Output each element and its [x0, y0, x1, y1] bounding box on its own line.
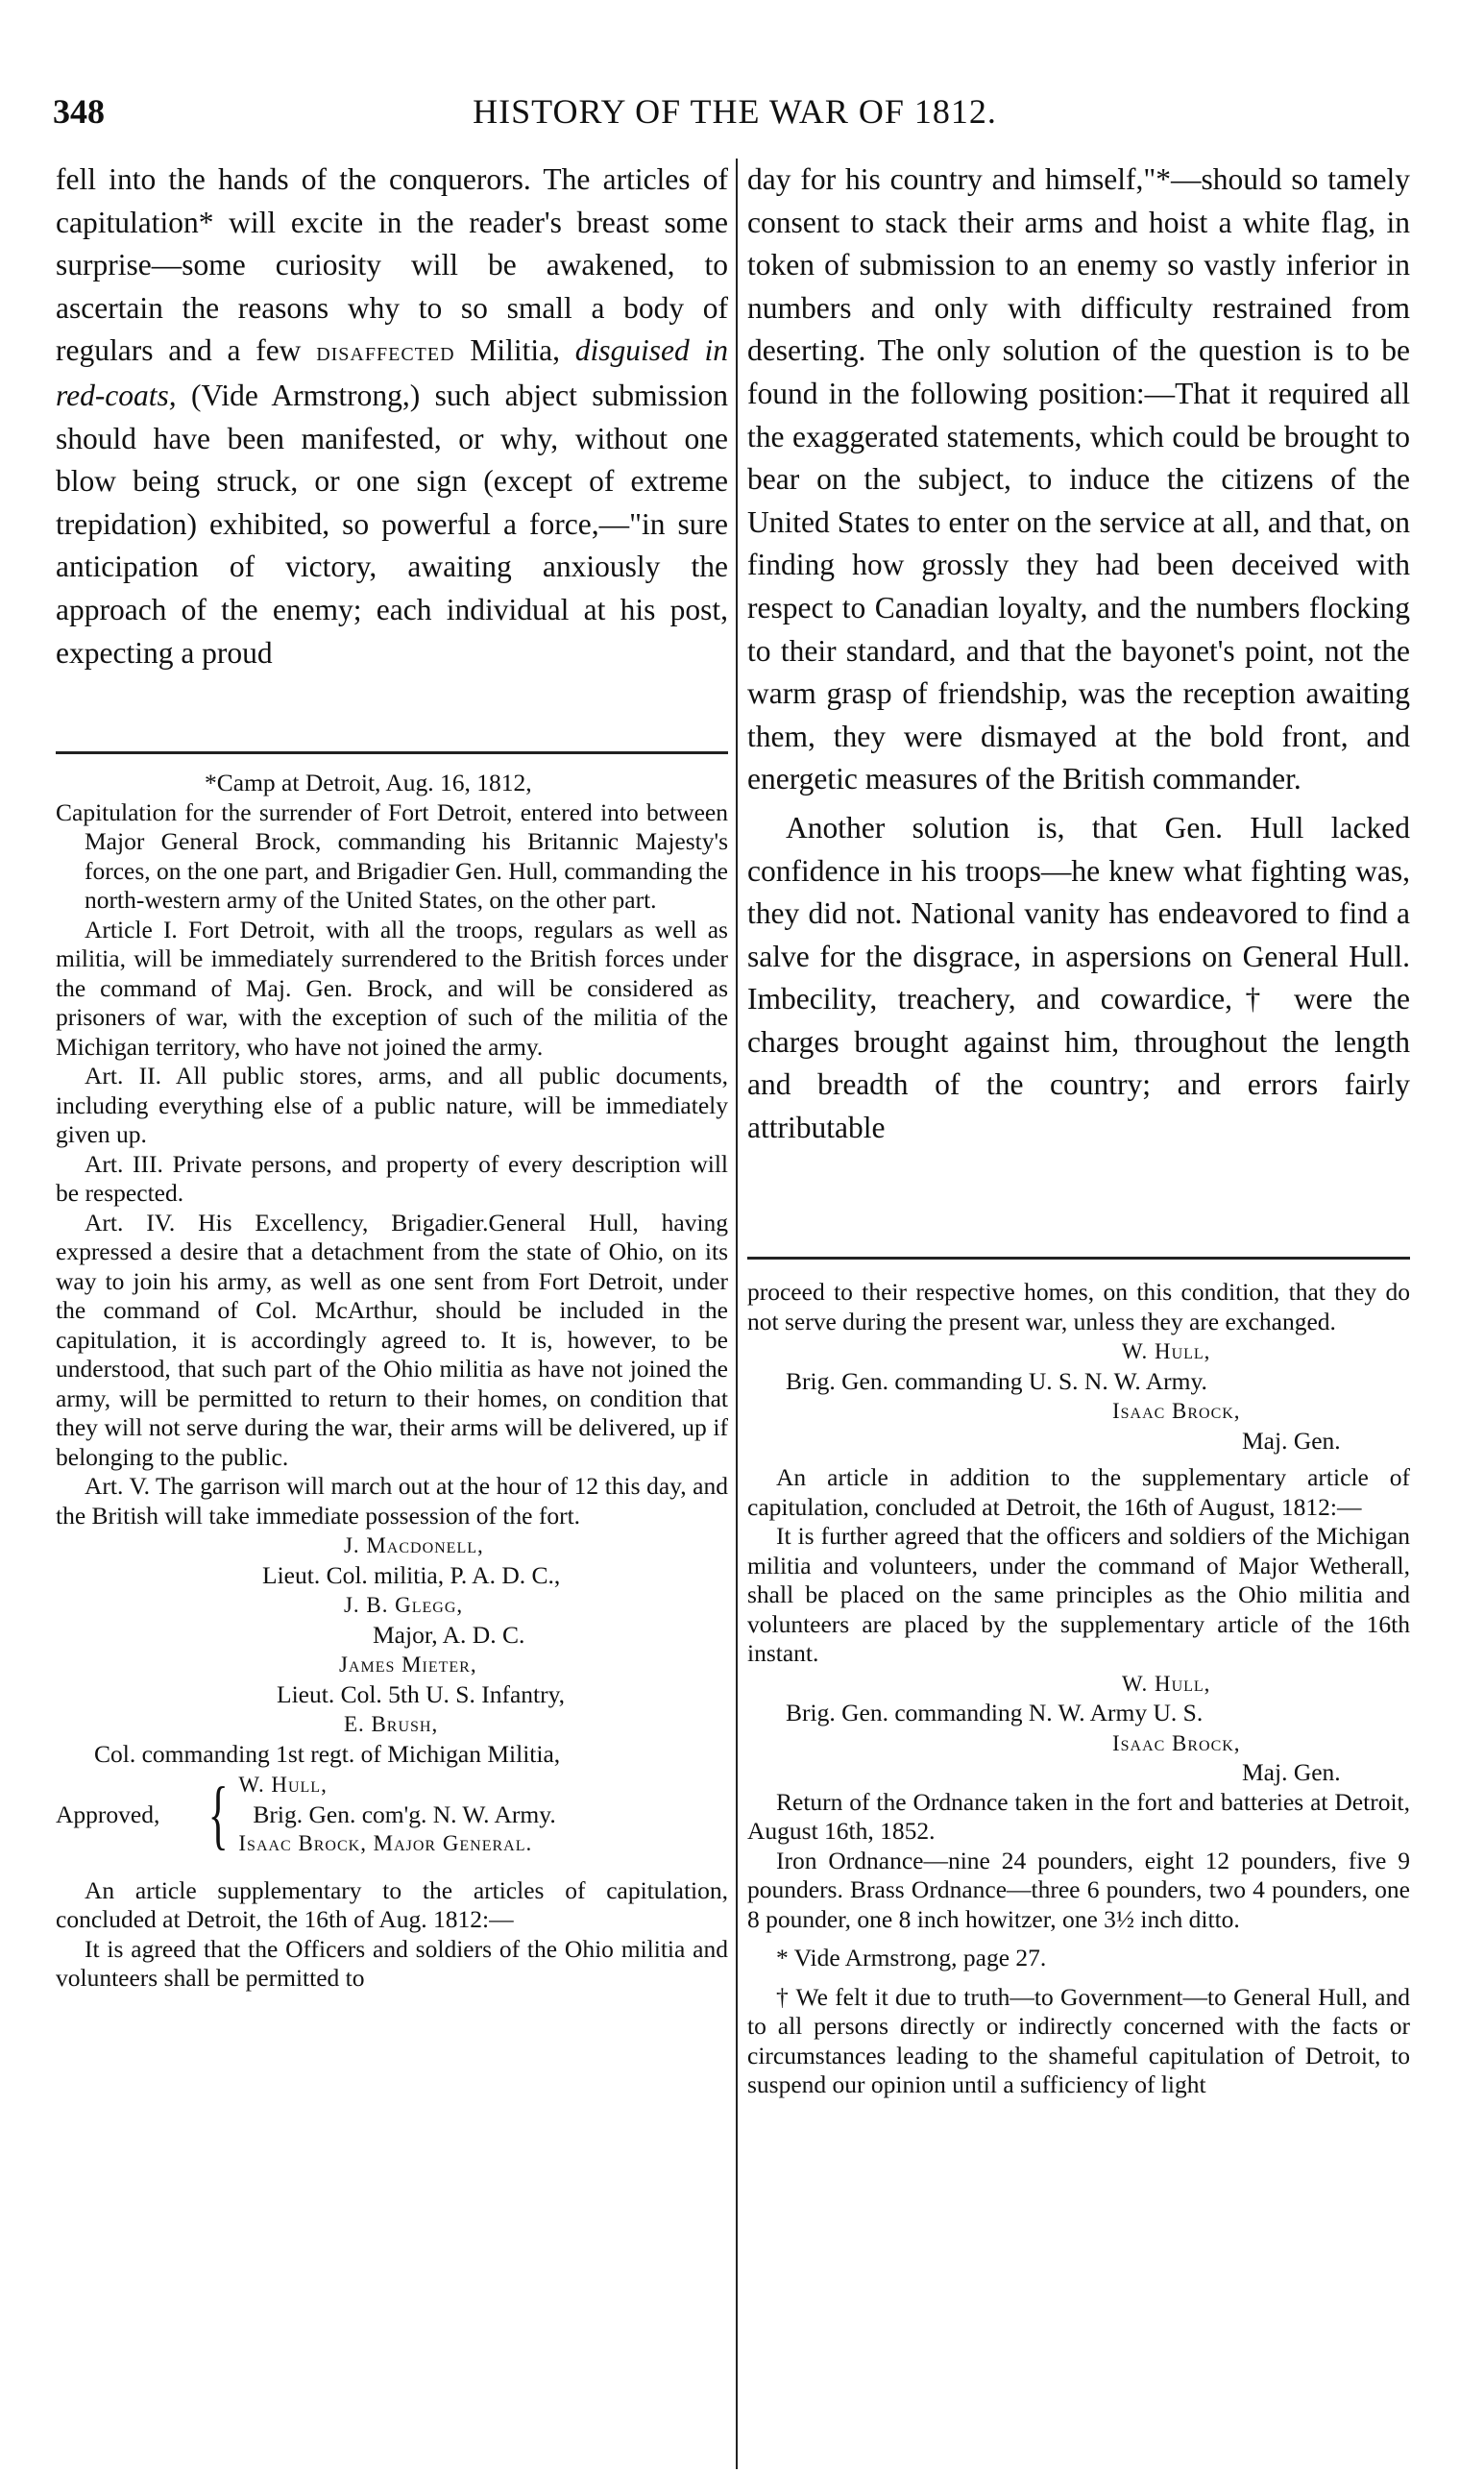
left-footnote	[56, 769, 728, 1994]
article-4: Art. IV. His Excellency, Brigadier.General Hull, having expressed a desire that a detachment from the state of Ohio, on its way to join his army, as well as one sent from Fort Detroit, under the command of Col. McArthur, should be included in the capitulation, it is accordingly agreed to. It is, however, to be understood, that such part of the Ohio militia as have not joined the army, will be permitted to return to their homes, on condition that they will not serve during the war, their arms will be delivered, up if belonging to the public.	[56, 1208, 728, 1471]
additional-article-text: It is further agreed that the officers and soldiers of the Michigan militia and volunteers, under the command of Major Wetherall, shall be placed on the same principles as the Ohio militia and volunteers are placed by the supplementary article of the 16th instant.	[747, 1522, 1410, 1667]
right-body-paragraph-2: Another solution is, that Gen. Hull lacked confidence in his troops—he knew what fighting was, they did not. National vanity has endeavored to find a salve for the disgrace, in aspersions on General Hull. Imbecility, treachery, and cowardice,† were the charges brought against him, throughout the length and breadth of the country; and errors fairly attributable	[747, 810, 1410, 1145]
italic-phrase: disguised in red-coats,	[56, 333, 728, 412]
approved-label: Approved,	[56, 1800, 160, 1828]
right-footnote	[747, 1278, 1410, 2100]
signatory-title: Brig. Gen. commanding U. S. N. W. Army.	[786, 1366, 1207, 1395]
article-3: Art. III. Private persons, and property of every description will be respected.	[56, 1149, 728, 1207]
supplementary-text: It is agreed that the Officers and soldiers of the Ohio militia and volunteers shall be permitted to	[56, 1934, 728, 1992]
footnote-dateline: *Camp at Detroit, Aug. 16, 1812,	[205, 769, 532, 796]
running-head: HISTORY OF THE WAR OF 1812.	[473, 92, 997, 131]
signatory-name: J. B. Glegg,	[344, 1593, 464, 1617]
supplementary-continuation: proceed to their respective homes, on this condition, that they do not serve during the present war, unless they are exchanged.	[747, 1278, 1410, 1335]
ordnance-return-heading: Return of the Ordnance taken in the fort and batteries at Detroit, August 16th, 1852.	[747, 1787, 1410, 1845]
footnote-star: * Vide Armstrong, page 27.	[776, 1944, 1047, 1971]
article-5: Art. V. The garrison will march out at the hour of 12 this day, and the British will take immediate possession of the fort.	[56, 1472, 728, 1530]
footnote-rule-left	[56, 751, 728, 754]
signatory-name: E. Brush,	[344, 1712, 439, 1736]
signatory-title: Maj. Gen.	[1242, 1758, 1341, 1786]
signatory-name: J. Macdonell,	[344, 1533, 484, 1557]
signatory-title: Major, A. D. C.	[373, 1620, 525, 1649]
capitulation-intro: Capitulation for the surrender of Fort Detroit, entered into between Major General Brock, commanding his Britannic Majesty's forces, on the one part, and Brigadier Gen. Hull, commanding the north-western army of the United States, on the other part.	[56, 797, 728, 914]
brace-glyph: {	[207, 1772, 229, 1857]
signatory-title: Brig. Gen. commanding N. W. Army U. S.	[786, 1699, 1204, 1726]
small-caps-word: disaffected	[316, 337, 455, 368]
page-header	[53, 91, 1417, 139]
signatory-title: Col. commanding 1st regt. of Michigan Militia,	[94, 1739, 561, 1768]
ordnance-list: Iron Ordnance—nine 24 pounders, eight 12 pounders, five 9 pounders. Brass Ordnance—three 6 pounders, two 4 pounders, one 8 pounder, one 8 inch howitzer, one 3½ inch ditto.	[747, 1846, 1410, 1933]
article-2: Art. II. All public stores, arms, and all public documents, including everything else of a public nature, will be immediately given up.	[56, 1062, 728, 1148]
signatory-title: Lieut. Col. militia, P. A. D. C.,	[262, 1560, 561, 1589]
signatory-title: Lieut. Col. 5th U. S. Infantry,	[277, 1679, 566, 1708]
approved-signatures: W. Hull, Brig. Gen. com'g. N. W. Army. Isaac Brock, Major General.	[238, 1773, 556, 1855]
left-body-paragraph: fell into the hands of the conquerors. The articles of capitulation* will excite in the reader's breast some surprise—some curiosity will be awakened, to ascertain the reasons why to so small a body of regulars and a few disaffected Militia, disguised in red-coats, (Vide Armstrong,) such abject submission should have been manifested, or why, without one blow being struck, or one sign (except of extreme trepidation) exhibited, so powerful a force,—"in sure anticipation of victory, awaiting anxiously the approach of the enemy; each individual at his post, expecting a proud	[56, 162, 728, 670]
column-divider	[736, 159, 738, 2469]
article-1: Article I. Fort Detroit, with all the troops, regulars as well as militia, will be immediately surrendered to the British forces under the command of Maj. Gen. Brock, and will be considered as prisoners of war, with the exception of such of the militia of the Michigan territory, who have not joined the army.	[56, 915, 728, 1061]
approved-block	[56, 1771, 728, 1859]
additional-article-intro: An article in addition to the supplementary article of capitulation, concluded at Detroit, the 16th of August, 1812:—	[747, 1463, 1410, 1521]
page-number: 348	[53, 92, 105, 131]
right-body-paragraph: day for his country and himself,"*—should so tamely consent to stack their arms and hoist a white flag, in token of submission to an enemy so vastly inferior in numbers and only with difficulty restrained from deserting. The only solution of the question is to be found in the following position:—That it required all the exaggerated statements, which could be brought to bear on the subject, to induce the citizens of the United States to enter on the service at all, and that, on finding how grossly they had been deceived with respect to Canadian loyalty, and the numbers flocking to their standard, and that the bayonet's point, not the warm grasp of friendship, was the reception awaiting them, they were dismayed at the bold front, and energetic measures of the British commander.	[747, 162, 1410, 796]
right-body-text	[747, 159, 1410, 1150]
left-body-text	[56, 159, 728, 674]
signatory-name: Isaac Brock,	[1112, 1399, 1241, 1423]
signatory-name: Isaac Brock,	[1112, 1730, 1241, 1755]
signatory-title: Maj. Gen.	[1242, 1426, 1341, 1455]
footnote-dagger: † We felt it due to truth—to Government—to General Hull, and to all persons directly or indirectly concerned with the facts or circumstances leading to the shameful capitulation of Detroit, to suspend our opinion until a sufficiency of light	[747, 1982, 1410, 2098]
signatory-name: W. Hull,	[1122, 1671, 1211, 1696]
signatory-name: W. Hull,	[1122, 1339, 1211, 1363]
supplementary-intro: An article supplementary to the articles of capitulation, concluded at Detroit, the 16th of Aug. 1812:—	[56, 1875, 728, 1933]
signatory-name: James Mieter,	[339, 1653, 477, 1677]
footnote-rule-right	[747, 1257, 1410, 1260]
